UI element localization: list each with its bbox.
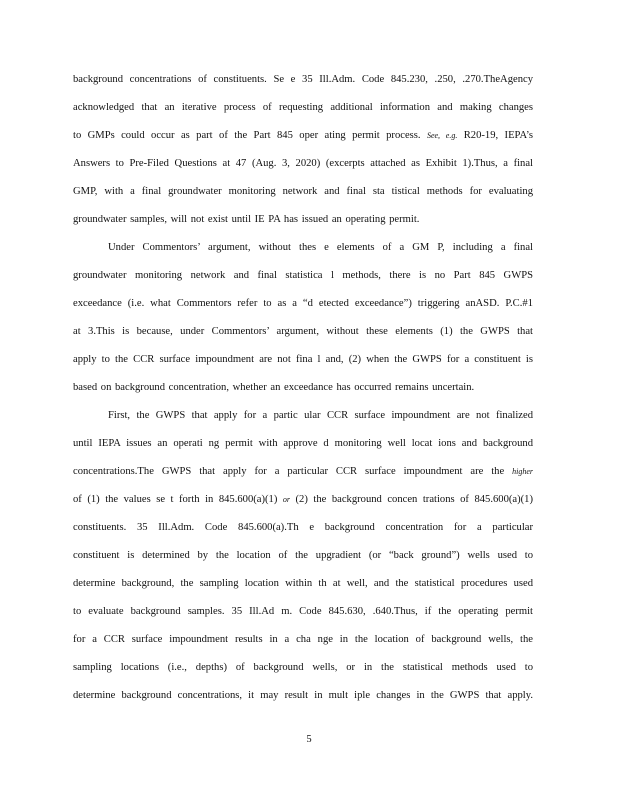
- text-line-8: groundwater monitoring network and final statistica l methods, there is no Part 845 GWPS: [73, 270, 533, 281]
- text-line-16: [73, 493, 533, 507]
- text-run: (2) the background concen trations of 845.600(a)(1): [290, 494, 533, 505]
- text-line-5: GMP, with a final groundwater monitoring network and final sta tistical methods for evaluating: [73, 186, 533, 197]
- text-line-18: constituent is determined by the location of the upgradient (or “back ground”) wells used to: [73, 550, 533, 561]
- text-run: to GMPs could occur as part of the Part 845 oper ating permit process.: [73, 130, 427, 141]
- text-line-1: background concentrations of constituents. Se e 35 Ill.Adm. Code 845.230, .250, .270.TheAgency: [73, 74, 533, 85]
- text-line-6: groundwater samples, will not exist until IE PA has issued an operating permit.: [73, 214, 420, 225]
- text-line-21: for a CCR surface impoundment results in a cha nge in the location of background wells, the: [73, 634, 533, 645]
- emphasis-or: or: [282, 495, 291, 504]
- text-line-7: Under Commentors’ argument, without thes e elements of a GM P, including a final: [108, 242, 533, 253]
- text-line-3: [73, 129, 533, 143]
- text-line-23: determine background concentrations, it may result in mult iple changes in the GWPS that apply.: [73, 690, 533, 701]
- text-line-14: until IEPA issues an operati ng permit with approve d monitoring well locat ions and background: [73, 438, 533, 449]
- text-line-2: acknowledged that an iterative process of requesting additional information and making changes: [73, 102, 533, 113]
- text-line-15: [73, 465, 533, 479]
- text-line-12: based on background concentration, whether an exceedance has occurred remains uncertain.: [73, 382, 475, 393]
- text-line-20: to evaluate background samples. 35 Ill.Ad m. Code 845.630, .640.Thus, if the operating permit: [73, 606, 533, 617]
- text-line-19: determine background, the sampling location within th at well, and the statistical procedures used: [73, 578, 533, 589]
- citation-signal: See, e.g.: [426, 131, 458, 140]
- text-line-11: apply to the CCR surface impoundment are not fina l and, (2) when the GWPS for a constituent is: [73, 354, 533, 365]
- text-line-10: at 3.This is because, under Commentors’ argument, without these elements (1) the GWPS that: [73, 326, 533, 337]
- text-line-4: Answers to Pre-Filed Questions at 47 (Aug. 3, 2020) (excerpts attached as Exhibit 1).Thus, a final: [73, 158, 533, 169]
- text-run: R20-19, IEPA’s: [457, 130, 534, 141]
- emphasis-higher: higher: [512, 467, 533, 476]
- text-line-22: sampling locations (i.e., depths) of background wells, or in the statistical methods used to: [73, 662, 533, 673]
- text-line-17: constituents. 35 Ill.Adm. Code 845.600(a).Th e background concentration for a particular: [73, 522, 533, 533]
- page-number: 5: [306, 734, 312, 745]
- text-run: of (1) the values se t forth in 845.600(a)(1): [73, 494, 283, 505]
- text-run: concentrations.The GWPS that apply for a particular CCR surface impoundment are the: [73, 466, 513, 477]
- text-line-13: First, the GWPS that apply for a partic ular CCR surface impoundment are not finalized: [108, 410, 533, 421]
- text-line-9: exceedance (i.e. what Commentors refer to as a “d etected exceedance”) triggering anASD. P.C.#1: [73, 298, 533, 309]
